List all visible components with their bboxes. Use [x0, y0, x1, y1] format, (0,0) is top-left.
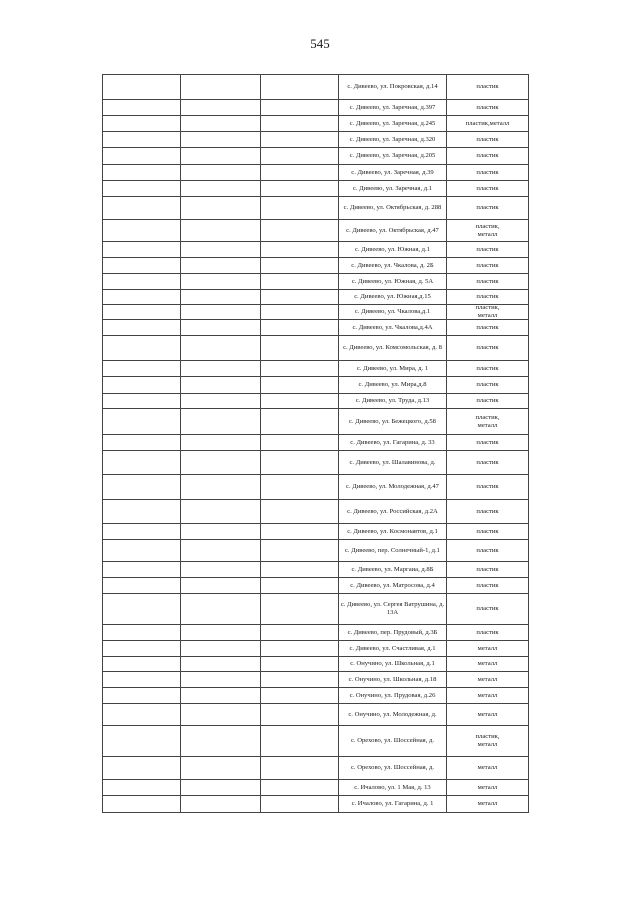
empty-cell	[261, 220, 339, 241]
material-cell: пластик	[447, 290, 529, 304]
material-cell: пластик	[447, 475, 529, 499]
empty-cell	[261, 780, 339, 795]
material-cell: пластик	[447, 75, 529, 99]
address-cell: с. Дивеево, ул. Чкалова,д.4А	[339, 320, 447, 335]
empty-cell	[103, 524, 181, 539]
material-cell: пластик, металл	[447, 409, 529, 434]
material-cell: пластик	[447, 132, 529, 147]
address-cell: с. Дивеево, ул. Покровская, д.14	[339, 75, 447, 99]
empty-cell	[103, 181, 181, 196]
empty-cell	[103, 75, 181, 99]
empty-cell	[181, 500, 261, 523]
empty-cell	[261, 757, 339, 779]
empty-cell	[181, 148, 261, 164]
empty-cell	[261, 451, 339, 474]
empty-cell	[181, 361, 261, 376]
material-cell: пластик	[447, 500, 529, 523]
table-row	[103, 274, 529, 290]
empty-cell	[261, 377, 339, 393]
address-cell: с. Ичалово, ул. Гагарина, д. 1	[339, 796, 447, 812]
empty-cell	[103, 305, 181, 319]
address-cell: с. Дивеево, ул. Труда, д.13	[339, 394, 447, 408]
address-cell: с. Дивеево, ул. Сергея Ватрушина, д. 13А	[339, 594, 447, 624]
empty-cell	[261, 394, 339, 408]
material-cell: пластик	[447, 336, 529, 360]
material-cell: пластик	[447, 435, 529, 450]
empty-cell	[261, 197, 339, 219]
empty-cell	[261, 796, 339, 812]
empty-cell	[103, 540, 181, 561]
table-row	[103, 116, 529, 132]
empty-cell	[181, 75, 261, 99]
empty-cell	[103, 100, 181, 115]
material-cell: пластик	[447, 197, 529, 219]
empty-cell	[181, 197, 261, 219]
empty-cell	[181, 336, 261, 360]
table-row	[103, 451, 529, 475]
table-row	[103, 704, 529, 726]
address-cell: с. Орехово, ул. Шоссейная, д.	[339, 757, 447, 779]
address-cell: с. Дивеево, ул. Южная, д.1	[339, 242, 447, 257]
address-cell: с. Онучино, ул. Школьная, д.1	[339, 657, 447, 671]
material-cell: пластик	[447, 148, 529, 164]
empty-cell	[103, 258, 181, 273]
table-row	[103, 394, 529, 409]
empty-cell	[261, 500, 339, 523]
address-cell: с. Дивеево, ул. Мира,д.8	[339, 377, 447, 393]
address-cell: с. Дивеево, ул. Октябрьская, д. 288	[339, 197, 447, 219]
empty-cell	[181, 377, 261, 393]
empty-cell	[261, 641, 339, 656]
table-row	[103, 377, 529, 394]
address-cell: с. Онучино, ул. Молодежная, д.	[339, 704, 447, 725]
material-cell: пластик,металл	[447, 116, 529, 131]
empty-cell	[261, 688, 339, 703]
empty-cell	[181, 116, 261, 131]
empty-cell	[103, 320, 181, 335]
empty-cell	[103, 500, 181, 523]
table-row	[103, 435, 529, 451]
empty-cell	[103, 796, 181, 812]
empty-cell	[181, 258, 261, 273]
empty-cell	[181, 220, 261, 241]
empty-cell	[103, 274, 181, 289]
material-cell: пластик	[447, 578, 529, 593]
empty-cell	[181, 409, 261, 434]
material-cell: пластик	[447, 562, 529, 577]
empty-cell	[103, 704, 181, 725]
empty-cell	[181, 132, 261, 147]
table-row	[103, 540, 529, 562]
table-row	[103, 796, 529, 813]
empty-cell	[181, 757, 261, 779]
empty-cell	[261, 475, 339, 499]
data-table	[102, 74, 529, 813]
empty-cell	[261, 540, 339, 561]
empty-cell	[261, 165, 339, 180]
empty-cell	[103, 475, 181, 499]
table-row	[103, 320, 529, 336]
address-cell: с. Дивеево, ул. Чкалова,д.1	[339, 305, 447, 319]
address-cell: с. Дивеево, ул. Российская, д.2А	[339, 500, 447, 523]
material-cell: пластик	[447, 540, 529, 561]
table-row	[103, 361, 529, 377]
table-row	[103, 132, 529, 148]
material-cell: пластик	[447, 361, 529, 376]
empty-cell	[181, 562, 261, 577]
material-cell: металл	[447, 796, 529, 812]
address-cell: с. Дивеево, ул. Комсомольская, д. 8	[339, 336, 447, 360]
empty-cell	[181, 672, 261, 687]
empty-cell	[181, 578, 261, 593]
material-cell: пластик	[447, 625, 529, 640]
empty-cell	[181, 475, 261, 499]
table-row	[103, 148, 529, 165]
table-row	[103, 181, 529, 197]
empty-cell	[103, 336, 181, 360]
empty-cell	[103, 242, 181, 257]
table-row	[103, 578, 529, 594]
material-cell: пластик	[447, 394, 529, 408]
table-row	[103, 500, 529, 524]
empty-cell	[261, 242, 339, 257]
table-row	[103, 409, 529, 435]
material-cell: металл	[447, 757, 529, 779]
empty-cell	[181, 100, 261, 115]
address-cell: с. Дивеево, ул. Молодежная, д.47	[339, 475, 447, 499]
table-row	[103, 672, 529, 688]
table-row	[103, 305, 529, 320]
empty-cell	[181, 625, 261, 640]
empty-cell	[181, 796, 261, 812]
address-cell: с. Дивеево, ул. Октябрьская, д.47	[339, 220, 447, 241]
table-row	[103, 688, 529, 704]
material-cell: металл	[447, 780, 529, 795]
empty-cell	[181, 641, 261, 656]
table-row	[103, 336, 529, 361]
empty-cell	[181, 320, 261, 335]
empty-cell	[181, 726, 261, 756]
material-cell: металл	[447, 641, 529, 656]
empty-cell	[103, 165, 181, 180]
material-cell: пластик	[447, 242, 529, 257]
empty-cell	[181, 704, 261, 725]
address-cell: с. Дивеево, ул. Маргаиа, д.8Б	[339, 562, 447, 577]
empty-cell	[103, 409, 181, 434]
empty-cell	[181, 540, 261, 561]
empty-cell	[261, 258, 339, 273]
empty-cell	[261, 594, 339, 624]
address-cell: с. Дивеево, ул. Заречная, д.39	[339, 165, 447, 180]
address-cell: с. Орехово, ул. Шоссейная, д.	[339, 726, 447, 756]
table-row	[103, 657, 529, 672]
table-row	[103, 242, 529, 258]
table-row	[103, 290, 529, 305]
empty-cell	[261, 116, 339, 131]
empty-cell	[261, 726, 339, 756]
empty-cell	[103, 625, 181, 640]
address-cell: с. Дивеево, ул. Заречная, д.1	[339, 181, 447, 196]
table-row	[103, 641, 529, 657]
table-row	[103, 562, 529, 578]
empty-cell	[181, 274, 261, 289]
empty-cell	[103, 726, 181, 756]
table-row	[103, 75, 529, 100]
empty-cell	[261, 524, 339, 539]
empty-cell	[181, 435, 261, 450]
empty-cell	[103, 148, 181, 164]
material-cell: пластик, металл	[447, 220, 529, 241]
material-cell: пластик	[447, 274, 529, 289]
empty-cell	[103, 132, 181, 147]
address-cell: с. Дивеево, ул. Космонавтов, д.1	[339, 524, 447, 539]
empty-cell	[103, 220, 181, 241]
material-cell: пластик	[447, 181, 529, 196]
empty-cell	[103, 757, 181, 779]
table-row	[103, 258, 529, 274]
empty-cell	[181, 451, 261, 474]
empty-cell	[261, 274, 339, 289]
empty-cell	[181, 594, 261, 624]
empty-cell	[261, 657, 339, 671]
empty-cell	[103, 451, 181, 474]
empty-cell	[103, 594, 181, 624]
empty-cell	[261, 100, 339, 115]
address-cell: с. Дивеево, ул. Матросова, д.4	[339, 578, 447, 593]
empty-cell	[181, 165, 261, 180]
empty-cell	[261, 320, 339, 335]
material-cell: пластик	[447, 594, 529, 624]
empty-cell	[261, 704, 339, 725]
address-cell: с. Дивеево, ул. Заречная, д.245	[339, 116, 447, 131]
empty-cell	[261, 562, 339, 577]
address-cell: с. Дивеево, ул. Чкалова, д. 2Б	[339, 258, 447, 273]
empty-cell	[261, 409, 339, 434]
empty-cell	[103, 688, 181, 703]
empty-cell	[103, 657, 181, 671]
address-cell: с. Дивеево, ул. Заречная, д.320	[339, 132, 447, 147]
empty-cell	[181, 780, 261, 795]
material-cell: пластик	[447, 451, 529, 474]
table-row	[103, 625, 529, 641]
material-cell: металл	[447, 657, 529, 671]
material-cell: пластик	[447, 320, 529, 335]
material-cell: пластик	[447, 524, 529, 539]
empty-cell	[181, 394, 261, 408]
address-cell: с. Онучино, ул. Прудовая, д.26	[339, 688, 447, 703]
empty-cell	[103, 435, 181, 450]
empty-cell	[261, 148, 339, 164]
empty-cell	[261, 305, 339, 319]
table-row	[103, 524, 529, 540]
material-cell: пластик	[447, 377, 529, 393]
table-row	[103, 780, 529, 796]
address-cell: с. Дивеево, ул. Заречная, д.397	[339, 100, 447, 115]
empty-cell	[103, 578, 181, 593]
address-cell: с. Дивеево, пер. Солнечный-1, д.1	[339, 540, 447, 561]
address-cell: с. Дивеево, ул. Бежецкого, д.58	[339, 409, 447, 434]
empty-cell	[261, 336, 339, 360]
empty-cell	[103, 290, 181, 304]
empty-cell	[261, 625, 339, 640]
address-cell: с. Дивеево, ул. Южная, д. 5А	[339, 274, 447, 289]
empty-cell	[261, 361, 339, 376]
empty-cell	[103, 197, 181, 219]
empty-cell	[103, 641, 181, 656]
table-row	[103, 197, 529, 220]
address-cell: с. Дивеево, ул. Мира, д. 1	[339, 361, 447, 376]
material-cell: пластик, металл	[447, 305, 529, 319]
empty-cell	[103, 361, 181, 376]
table-row	[103, 594, 529, 625]
empty-cell	[261, 181, 339, 196]
material-cell: пластик	[447, 165, 529, 180]
address-cell: с. Дивеево, ул. Гагарина, д. 33	[339, 435, 447, 450]
empty-cell	[181, 688, 261, 703]
material-cell: металл	[447, 672, 529, 687]
address-cell: с. Дивеево, ул. Шалавинова, д.	[339, 451, 447, 474]
empty-cell	[181, 181, 261, 196]
material-cell: металл	[447, 688, 529, 703]
address-cell: с. Ичалово, ул. 1 Мая, д. 13	[339, 780, 447, 795]
table-row	[103, 100, 529, 116]
empty-cell	[261, 672, 339, 687]
material-cell: пластик	[447, 258, 529, 273]
empty-cell	[261, 578, 339, 593]
material-cell: металл	[447, 704, 529, 725]
material-cell: пластик, металл	[447, 726, 529, 756]
address-cell: с. Дивеево, ул. Счастливая, д.1	[339, 641, 447, 656]
empty-cell	[181, 242, 261, 257]
empty-cell	[261, 75, 339, 99]
empty-cell	[103, 394, 181, 408]
empty-cell	[261, 290, 339, 304]
empty-cell	[103, 562, 181, 577]
table-row	[103, 165, 529, 181]
address-cell: с. Дивеево, ул. Заречная, д.205	[339, 148, 447, 164]
address-cell: с. Онучино, ул. Школьная, д.18	[339, 672, 447, 687]
material-cell: пластик	[447, 100, 529, 115]
empty-cell	[103, 672, 181, 687]
empty-cell	[261, 132, 339, 147]
empty-cell	[181, 305, 261, 319]
table-row	[103, 220, 529, 242]
address-cell: с. Дивеево, ул. Южная,д.15	[339, 290, 447, 304]
table-row	[103, 757, 529, 780]
address-cell: с. Дивеево, пер. Прудовый, д.3Б	[339, 625, 447, 640]
table-row	[103, 726, 529, 757]
empty-cell	[103, 116, 181, 131]
empty-cell	[261, 435, 339, 450]
empty-cell	[181, 524, 261, 539]
empty-cell	[103, 377, 181, 393]
empty-cell	[181, 657, 261, 671]
empty-cell	[103, 780, 181, 795]
table-row	[103, 475, 529, 500]
page-number: 545	[310, 36, 330, 51]
empty-cell	[181, 290, 261, 304]
